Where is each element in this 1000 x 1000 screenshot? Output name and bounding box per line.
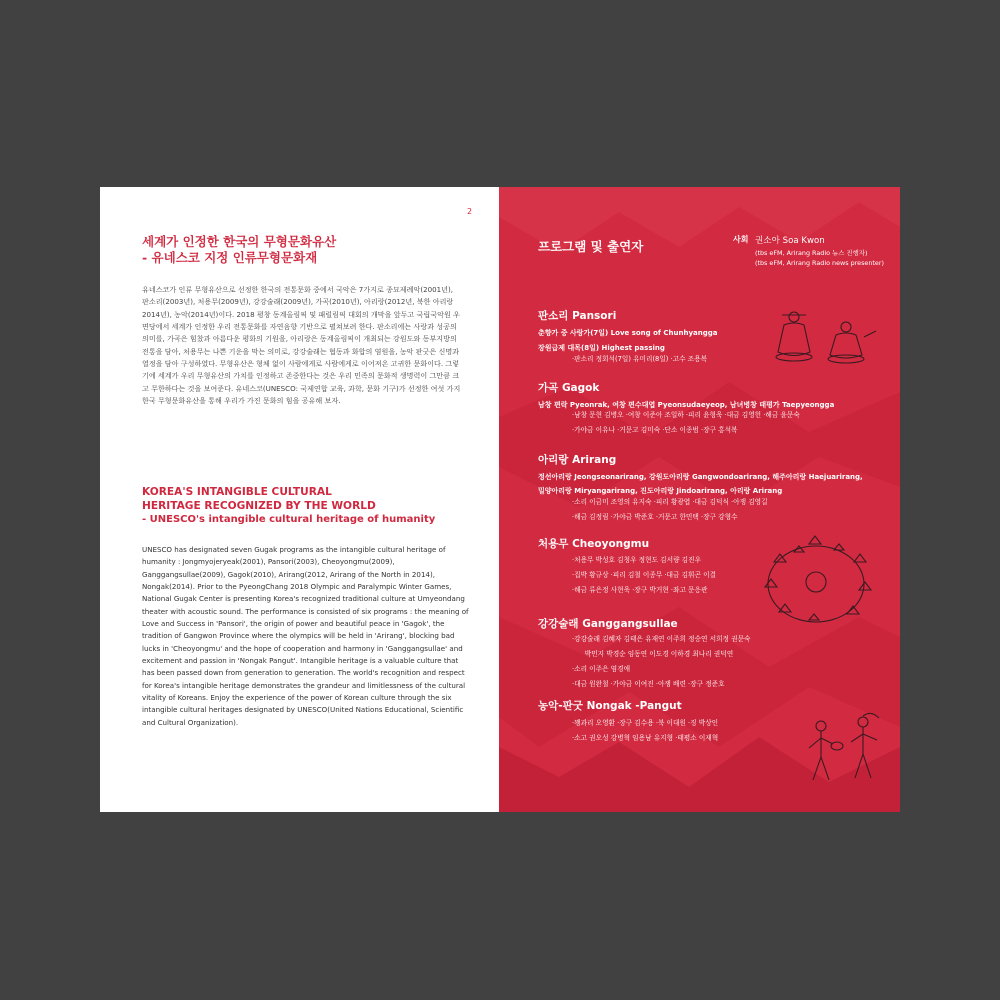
korean-title bbox=[142, 234, 336, 266]
cast-line: ·소리 이주은 염경애 bbox=[572, 665, 631, 673]
cast-line: ·집박 황규상 ·피리 김철 이종무 ·대금 김휘곤 이결 bbox=[572, 571, 716, 579]
cast-line: ·소리 이금미 조영의 유지숙 ·피리 황광엽 ·대금 김덕식 ·아쟁 김영길 bbox=[572, 498, 768, 506]
cast-line: ·가야금 이유나 ·거문고 김미숙 ·단소 이종범 ·장구 홍석복 bbox=[572, 426, 738, 434]
section-title-ganggangsullae: 강강술래 Ganggangsullae bbox=[538, 618, 678, 630]
program-title: 프로그램 및 출연자 bbox=[538, 239, 644, 254]
host-sub-en: (tbs eFM, Arirang Radio news presenter) bbox=[755, 259, 884, 267]
brochure-spread bbox=[100, 187, 900, 812]
section-title-gagok: 가곡 Gagok bbox=[538, 382, 600, 394]
english-title bbox=[142, 485, 435, 527]
pansori-performers-illustration bbox=[764, 297, 884, 367]
cast-line: 박민지 박경순 임동연 이도경 이하경 최나리 권덕연 bbox=[572, 650, 734, 658]
right-page bbox=[499, 187, 900, 812]
cast-line: ·남창 문현 김병오 ·여창 이준아 조일하 ·피리 윤형욱 ·대금 김영헌 ·해금 윤문숙 bbox=[572, 411, 800, 419]
page-number: 2 bbox=[467, 207, 473, 216]
section-title-nongak: 농악-판굿 Nongak -Pangut bbox=[538, 700, 682, 712]
section-sub: 밀양아리랑 Miryangarirang, 진도아리랑 Jindoarirang, 아리랑 Arirang bbox=[538, 487, 783, 495]
english-title-line-2: HERITAGE RECOGNIZED BY THE WORLD bbox=[142, 500, 376, 512]
host-label: 사회 bbox=[733, 235, 749, 244]
section-title-pansori: 판소리 Pansori bbox=[538, 310, 617, 322]
section-sub: 장원급제 대목(8일) Highest passing bbox=[538, 344, 665, 352]
english-body-text: UNESCO has designated seven Gugak programs as the intangible cultural heritage of humanity : Jongmyojeryeak(2001), Pansori(2003), Cheoyongmu(2009), Ganggangsullae(2009), Gagok(2010), Arirang(2012, Arirang of the North in 2014), Nongak(2014). Prior to the PyeongChang 2018 Olympic and Paralympic Winter Games, National Gugak Center is presenting Korea's recognized traditional culture at Umyeondang theater with acoustic sound. The performance is consisted of six programs : the meaning of Love and Success in 'Pansori', the origin of power and beautiful peace in 'Gagok', the tradition of Gangwon Province where the olympics will be held in 'Arirang', blocking bad lucks in 'Cheoyongmu' and the hope of cooperation and harmony in 'Ganggangsullae' and excitement and passion in 'Nongak Pangut'. Intangible heritage is a valuable culture that has been passed down from generation to generation. The world's recognition and respect for Korea's intangible heritage demonstrates the grandeur and limitlessness of the cultural vitality of Koreans. Enjoy the experience of the power of Korean culture through the six intangible cultural heritages designated by UNESCO(United Nations Educational, Scientific and Cultural Organization). bbox=[142, 545, 469, 727]
cheoyongmu-dancers-illustration bbox=[759, 532, 874, 632]
left-page bbox=[100, 187, 499, 812]
english-subtitle: - UNESCO's intangible cultural heritage of humanity bbox=[142, 514, 436, 525]
section-title-cheoyongmu: 처용무 Cheoyongmu bbox=[538, 538, 650, 550]
korean-title-line: 세계가 인정한 한국의 무형문화유산 bbox=[142, 234, 337, 249]
cast-line: ·해금 류은정 사현욱 ·장구 박거현 ·좌고 문응관 bbox=[572, 586, 708, 594]
cast-line: ·처용무 박성호 김청우 정현도 김서량 김진우 bbox=[572, 556, 702, 564]
host-name: 권소아 Soa Kwon bbox=[755, 236, 825, 246]
section-sub: 정선아리랑 Jeongseonarirang, 강원도아리랑 Gangwondoarirang, 해주아리랑 Haejuarirang, bbox=[538, 473, 863, 481]
section-sub: 남창 편락 Pyeonrak, 여창 편수대엽 Pyeonsudaeyeop, 남녀병창 태평가 Taepyeongga bbox=[538, 401, 835, 409]
english-title-line-1: KOREA'S INTANGIBLE CULTURAL bbox=[142, 486, 332, 498]
cast-line: ·강강술래 김혜자 김태은 유재연 이주희 정승연 서희정 권문숙 bbox=[572, 635, 751, 643]
korean-subtitle-line: - 유네스코 지정 인류무형문화재 bbox=[142, 250, 318, 265]
section-title-arirang: 아리랑 Arirang bbox=[538, 454, 617, 466]
section-sub: 춘향가 중 사랑가(7일) Love song of Chunhyangga bbox=[538, 329, 718, 337]
cast-line: ·판소리 정회석(7일) 유미리(8일) ·고수 조용복 bbox=[572, 355, 708, 363]
host-sub-ko: (tbs eFM, Arirang Radio 뉴스 진행자) bbox=[755, 249, 868, 257]
cast-line: ·대금 원완철 ·가야금 이여진 ·아쟁 배련 ·장구 정준호 bbox=[572, 680, 725, 688]
cast-line: ·소고 권오성 강병혁 임용남 유지형 ·태평소 이재혁 bbox=[572, 734, 719, 742]
korean-body-text: 유네스코가 인류 무형유산으로 선정한 한국의 전통문화 중에서 국악은 7가지로 종묘제례악(2001년), 판소리(2003년), 처용무(2009년), 강강술래(2009년), 가곡(2010년), 아리랑(2012년, 북한 아리랑 2014년), 농악(2014년)이다. 2018 평창 동계올림픽 및 패럴림픽 대회의 개막을 앞두고 국립국악원 우면당에서 세계가 인정한 우리 전통문화를 자연음향 기반으로 펼쳐보려 한다. 판소리에는 사랑과 성공의 의미를, 가곡은 힘찼과 아름다운 평화의 기원을, 아리랑은 동계올림픽이 개최되는 강원도와 동부지방의 전통을 담아, 처용무는 나쁜 기운을 막는 의미로, 강강술래는 협동과 화합의 염원을, 농악 판굿은 신명과 열정을 담아 구성하였다. 무형유산은 형체 없이 사람에게로 사람에게로 이어져온 고귀한 문화이다. 그렇기에 세계가 우리 무형유산의 가치를 인정하고 존중한다는 것은 우리 민족의 문화적 생명력이 그만큼 크고 무한하다는 것을 보여준다. 유네스코(UNESCO: 국제연합 교육, 과학, 문화 기구)가 선정한 여섯 가지 한국 무형문화유산을 통해 우리가 가진 문화의 힘을 공유해 보자. bbox=[142, 285, 461, 406]
cast-line: ·해금 김정림 ·가야금 박준호 ·거문고 한민택 ·장구 강형수 bbox=[572, 513, 738, 521]
cast-line: ·꽹과리 오영환 ·장구 김수용 ·북 이대원 ·징 박상인 bbox=[572, 719, 719, 727]
nongak-performers-illustration bbox=[799, 712, 889, 792]
